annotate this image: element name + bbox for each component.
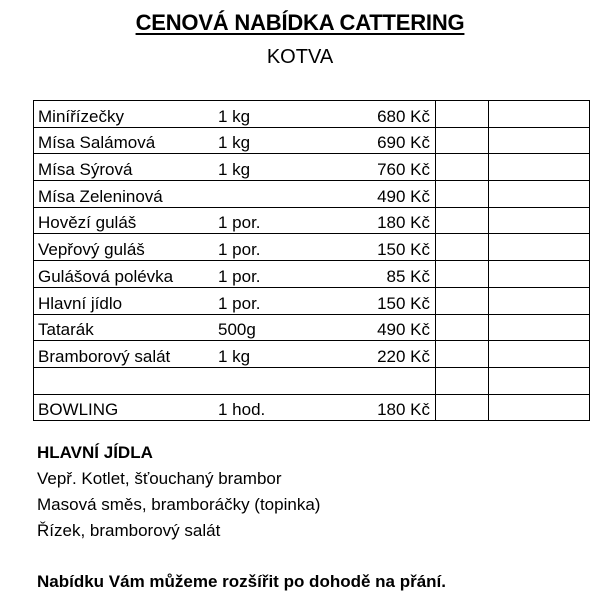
item-name: Tatarák (34, 314, 213, 341)
table-row (34, 234, 590, 261)
empty-cell (489, 261, 590, 288)
empty-cell (436, 341, 489, 368)
item-price: 760 Kč (354, 154, 436, 181)
item-price: 150 Kč (354, 287, 436, 314)
item-price: 150 Kč (354, 234, 436, 261)
empty-cell (436, 127, 489, 154)
table-row (34, 127, 590, 154)
table-row (34, 207, 590, 234)
empty-cell (489, 314, 590, 341)
page-title: CENOVÁ NABÍDKA CATTERING (135, 10, 465, 35)
main-dish-item: Vepř. Kotlet, šťouchaný brambor (37, 469, 282, 488)
empty-cell (489, 101, 590, 128)
main-dishes-heading: HLAVNÍ JÍDLA (37, 443, 153, 462)
empty-cell (436, 154, 489, 181)
empty-cell (436, 101, 489, 128)
table-row (34, 101, 590, 128)
item-price (354, 367, 436, 394)
empty-cell (436, 207, 489, 234)
empty-cell (489, 154, 590, 181)
item-name (34, 367, 213, 394)
item-unit (212, 181, 354, 208)
empty-cell (489, 367, 590, 394)
table-row (34, 287, 590, 314)
item-name: Mísa Sýrová (34, 154, 213, 181)
empty-cell (436, 314, 489, 341)
item-unit (212, 367, 354, 394)
empty-cell (489, 341, 590, 368)
item-price: 180 Kč (354, 394, 436, 421)
item-price: 85 Kč (354, 261, 436, 288)
item-unit: 1 hod. (212, 394, 354, 421)
empty-cell (436, 367, 489, 394)
item-name: Mísa Zeleninová (34, 181, 213, 208)
item-unit: 1 kg (212, 341, 354, 368)
empty-cell (489, 181, 590, 208)
item-price: 490 Kč (354, 314, 436, 341)
table-row (34, 341, 590, 368)
item-price: 680 Kč (354, 101, 436, 128)
item-name: Bramborový salát (34, 341, 213, 368)
item-name: Minířízečky (34, 101, 213, 128)
empty-cell (436, 181, 489, 208)
footer-note: Nabídku Vám můžeme rozšířit po dohodě na přání. (37, 572, 447, 591)
item-name: Hlavní jídlo (34, 287, 213, 314)
price-table (33, 100, 590, 421)
item-unit: 1 por. (212, 261, 354, 288)
empty-cell (489, 287, 590, 314)
empty-cell (489, 234, 590, 261)
item-name: Hovězí guláš (34, 207, 213, 234)
item-unit: 1 kg (212, 101, 354, 128)
item-unit: 1 por. (212, 234, 354, 261)
item-unit: 1 kg (212, 154, 354, 181)
empty-cell (489, 207, 590, 234)
table-row (34, 314, 590, 341)
empty-cell (489, 394, 590, 421)
item-unit: 1 por. (212, 207, 354, 234)
table-row (34, 154, 590, 181)
item-price: 490 Kč (354, 181, 436, 208)
empty-cell (436, 287, 489, 314)
item-price: 690 Kč (354, 127, 436, 154)
main-dish-item: Masová směs, bramboráčky (topinka) (37, 495, 321, 514)
table-row (34, 181, 590, 208)
item-name: Gulášová polévka (34, 261, 213, 288)
item-price: 180 Kč (354, 207, 436, 234)
item-unit: 1 por. (212, 287, 354, 314)
item-price: 220 Kč (354, 341, 436, 368)
empty-cell (436, 234, 489, 261)
item-name: BOWLING (34, 394, 213, 421)
page-subtitle: KOTVA (266, 46, 334, 68)
table-row (34, 394, 590, 421)
item-name: Vepřový guláš (34, 234, 213, 261)
empty-cell (436, 394, 489, 421)
table-row (34, 367, 590, 394)
empty-cell (489, 127, 590, 154)
empty-cell (436, 261, 489, 288)
main-dish-item: Řízek, bramborový salát (37, 521, 221, 540)
table-row (34, 261, 590, 288)
item-unit: 500g (212, 314, 354, 341)
item-name: Mísa Salámová (34, 127, 213, 154)
item-unit: 1 kg (212, 127, 354, 154)
